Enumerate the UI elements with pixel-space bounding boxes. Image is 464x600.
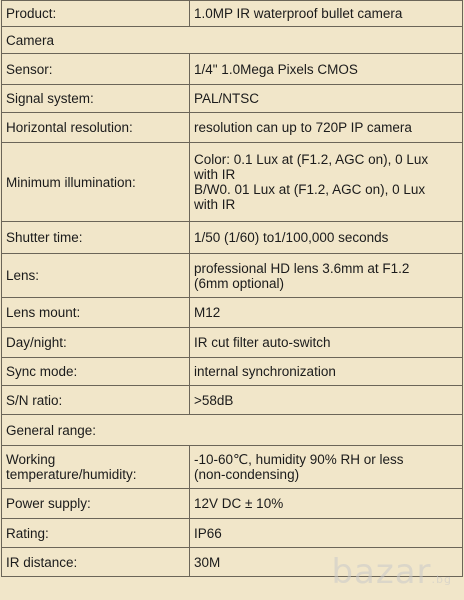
spec-value xyxy=(190,54,463,85)
spec-value xyxy=(190,328,463,358)
spec-value-line: (non-condensing) xyxy=(194,467,300,482)
spec-value-line: M12 xyxy=(194,305,221,320)
spec-label-line: temperature/humidity: xyxy=(6,467,137,482)
spec-row xyxy=(2,519,463,548)
spec-row xyxy=(2,254,463,298)
spec-label xyxy=(2,446,190,489)
spec-label: Power supply: xyxy=(2,489,190,519)
spec-value-line: 12V DC ± 10% xyxy=(194,496,284,511)
spec-value-line: IR cut filter auto-switch xyxy=(194,335,331,350)
spec-value xyxy=(190,489,463,519)
section-heading: Camera xyxy=(2,27,463,54)
spec-label: Lens: xyxy=(2,254,190,298)
spec-row xyxy=(2,222,463,254)
spec-value xyxy=(190,1,463,27)
spec-value-line: -10-60℃, humidity 90% RH or less xyxy=(194,452,404,467)
spec-row xyxy=(2,85,463,113)
spec-value-line: (6mm optional) xyxy=(194,275,285,291)
watermark-logo: bazar.bg xyxy=(331,552,452,592)
section-row xyxy=(2,27,463,54)
spec-value xyxy=(190,519,463,548)
spec-value-line: B/W0. 01 Lux at (F1.2, AGC on), 0 Lux xyxy=(194,182,426,197)
spec-label: Lens mount: xyxy=(2,298,190,328)
spec-value-line: with IR xyxy=(194,197,236,212)
spec-value-line: resolution can up to 720P IP camera xyxy=(194,120,412,135)
spec-label: Minimum illumination: xyxy=(2,143,190,222)
spec-value-line: >58dB xyxy=(194,392,234,408)
spec-value-line: PAL/NTSC xyxy=(194,91,260,106)
spec-value-line: internal synchronization xyxy=(194,364,336,379)
spec-label: Signal system: xyxy=(2,85,190,113)
spec-label: Product: xyxy=(2,1,190,27)
spec-row xyxy=(2,328,463,358)
spec-value xyxy=(190,358,463,386)
spec-row xyxy=(2,143,463,222)
spec-value-line: professional HD lens 3.6mm at F1.2 xyxy=(194,260,410,276)
spec-row xyxy=(2,358,463,386)
spec-value-line: IP66 xyxy=(194,525,222,541)
spec-row xyxy=(2,386,463,415)
spec-value xyxy=(190,386,463,415)
spec-label: S/N ratio: xyxy=(2,386,190,415)
spec-value-line: 1/4" 1.0Mega Pixels CMOS xyxy=(194,61,358,77)
spec-row xyxy=(2,446,463,489)
spec-value-line: Color: 0.1 Lux at (F1.2, AGC on), 0 Lux xyxy=(194,152,429,167)
spec-value xyxy=(190,446,463,489)
section-heading: General range: xyxy=(2,415,463,446)
spec-row xyxy=(2,54,463,85)
spec-label: Rating: xyxy=(2,519,190,548)
spec-value xyxy=(190,298,463,328)
spec-value xyxy=(190,254,463,298)
spec-table-body xyxy=(2,1,463,577)
section-row xyxy=(2,415,463,446)
spec-label: IR distance: xyxy=(2,548,190,577)
spec-value xyxy=(190,222,463,254)
spec-value-line: 1/50 (1/60) to1/100,000 seconds xyxy=(194,230,389,245)
spec-value xyxy=(190,85,463,113)
spec-value xyxy=(190,113,463,143)
spec-row xyxy=(2,489,463,519)
spec-value xyxy=(190,143,463,222)
spec-table xyxy=(1,0,463,577)
spec-value-line: 1.0MP IR waterproof bullet camera xyxy=(194,6,403,21)
spec-label: Sync mode: xyxy=(2,358,190,386)
spec-label: Day/night: xyxy=(2,328,190,358)
spec-value-line: 30M xyxy=(194,554,221,570)
spec-row xyxy=(2,1,463,27)
spec-label: Sensor: xyxy=(2,54,190,85)
spec-label: Shutter time: xyxy=(2,222,190,254)
spec-label-line: Working xyxy=(6,452,56,467)
spec-row xyxy=(2,113,463,143)
spec-value-line: with IR xyxy=(194,167,236,182)
spec-row xyxy=(2,298,463,328)
spec-label: Horizontal resolution: xyxy=(2,113,190,143)
